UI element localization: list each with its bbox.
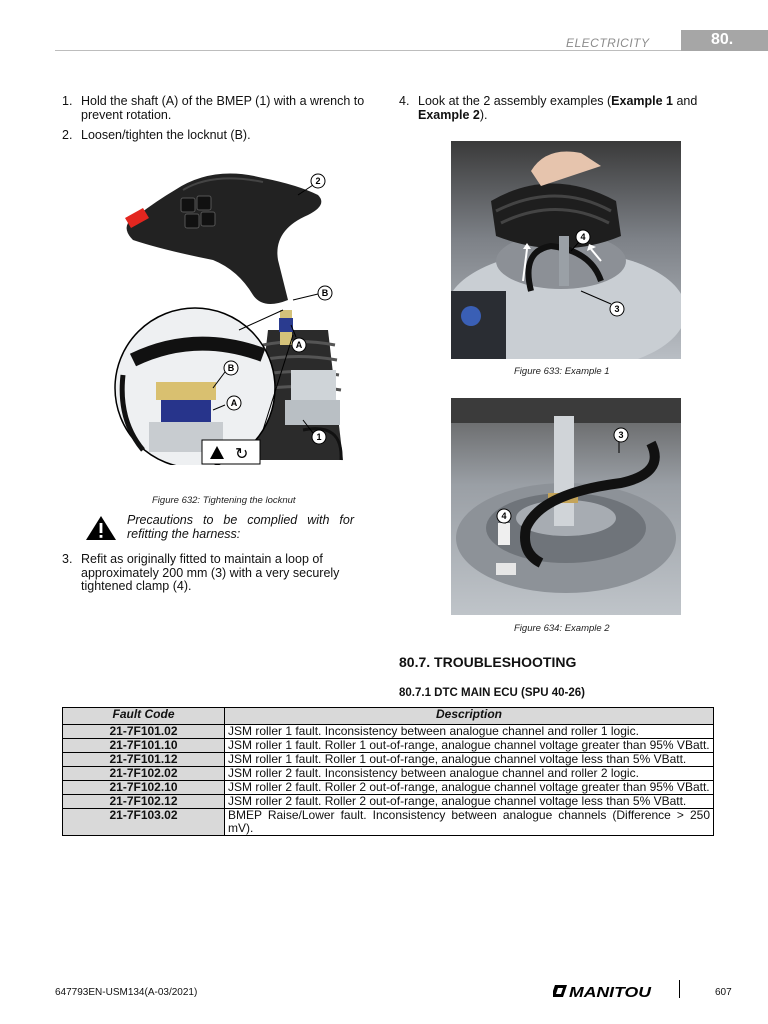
fault-code-cell: 21-7F101.02: [63, 725, 225, 739]
svg-text:↻: ↻: [235, 444, 249, 463]
table-row: [63, 739, 714, 753]
callout-2: 2: [315, 176, 321, 186]
fig633-callout-3: 3: [614, 304, 620, 314]
table-row: [63, 809, 714, 836]
fig634-callout-4: 4: [501, 511, 507, 521]
page-number: 607: [715, 987, 732, 998]
document-reference: 647793EN-USM134(A-03/2021): [55, 987, 198, 998]
header-fault-code: Fault Code: [63, 708, 225, 725]
section-name: ELECTRICITY: [566, 36, 650, 50]
table-row: [63, 753, 714, 767]
header-rule: [55, 50, 682, 51]
figure-632-illustration: [113, 160, 345, 465]
figure-633-caption: Figure 633: Example 1: [514, 366, 610, 377]
description-cell: JSM roller 2 fault. Roller 2 out-of-range, analogue channel voltage less than 5% VBatt.: [225, 795, 714, 809]
fault-code-cell: 21-7F102.10: [63, 781, 225, 795]
table-row: [63, 795, 714, 809]
manitou-logo: [553, 982, 653, 1000]
description-cell: JSM roller 2 fault. Inconsistency between analogue channel and roller 2 logic.: [225, 767, 714, 781]
fault-code-cell: 21-7F101.10: [63, 739, 225, 753]
figure-632-caption: Figure 632: Tightening the locknut: [152, 495, 296, 506]
warning-text: Precautions to be complied with for refitting the harness:: [127, 513, 354, 541]
figure-634-caption: Figure 634: Example 2: [514, 623, 610, 634]
step-2: 2. Loosen/tighten the locknut (B).: [62, 128, 251, 142]
description-cell: JSM roller 1 fault. Roller 1 out-of-range, analogue channel voltage greater than 95% VBatt.: [225, 739, 714, 753]
fault-code-cell: 21-7F102.12: [63, 795, 225, 809]
zoom-callout-B: B: [227, 363, 235, 373]
chapter-number: 80.: [711, 31, 734, 48]
figure-634-photo: [451, 398, 681, 615]
fault-code-cell: 21-7F101.12: [63, 753, 225, 767]
fig633-callout-4: 4: [580, 232, 586, 242]
description-cell: JSM roller 1 fault. Roller 1 out-of-range, analogue channel voltage less than 5% VBatt.: [225, 753, 714, 767]
brand-wordmark: MANITOU: [569, 984, 653, 1000]
zoom-callout-A: A: [230, 398, 238, 408]
step-1: 1. Hold the shaft (A) of the BMEP (1) with a wrench to prevent rotation.: [62, 94, 365, 122]
section-subtitle: 80.7.1 DTC MAIN ECU (SPU 40-26): [399, 687, 585, 699]
section-title: 80.7. TROUBLESHOOTING: [399, 654, 577, 670]
chapter-number-box: [681, 30, 768, 51]
figure-633-photo: [451, 141, 681, 359]
dtc-table: [62, 707, 714, 836]
callout-A: A: [295, 340, 303, 350]
description-cell: JSM roller 1 fault. Inconsistency between analogue channel and roller 1 logic.: [225, 725, 714, 739]
fig634-callout-3: 3: [618, 430, 624, 440]
header-description: Description: [225, 708, 714, 725]
step-3: 3. Refit as originally fitted to maintain a loop of approximately 200 mm (3) with a very securely tightened clamp (4).: [62, 552, 340, 593]
caution-tag: [202, 440, 260, 464]
fault-code-cell: 21-7F103.02: [63, 809, 225, 836]
table-row: [63, 767, 714, 781]
callout-1: 1: [316, 432, 322, 442]
table-row: [63, 781, 714, 795]
warning-triangle-icon: [85, 515, 117, 541]
description-cell: BMEP Raise/Lower fault. Inconsistency between analogue channels (Difference > 250 mV).: [225, 809, 714, 836]
step-4: 4. Look at the 2 assembly examples (Example 1 and Example 2).: [399, 94, 698, 122]
footer-separator: [679, 980, 680, 998]
table-header-row: [63, 708, 714, 725]
fault-code-cell: 21-7F102.02: [63, 767, 225, 781]
description-cell: JSM roller 2 fault. Roller 2 out-of-range, analogue channel voltage greater than 95% VBatt.: [225, 781, 714, 795]
table-row: [63, 725, 714, 739]
callout-B: B: [321, 288, 329, 298]
